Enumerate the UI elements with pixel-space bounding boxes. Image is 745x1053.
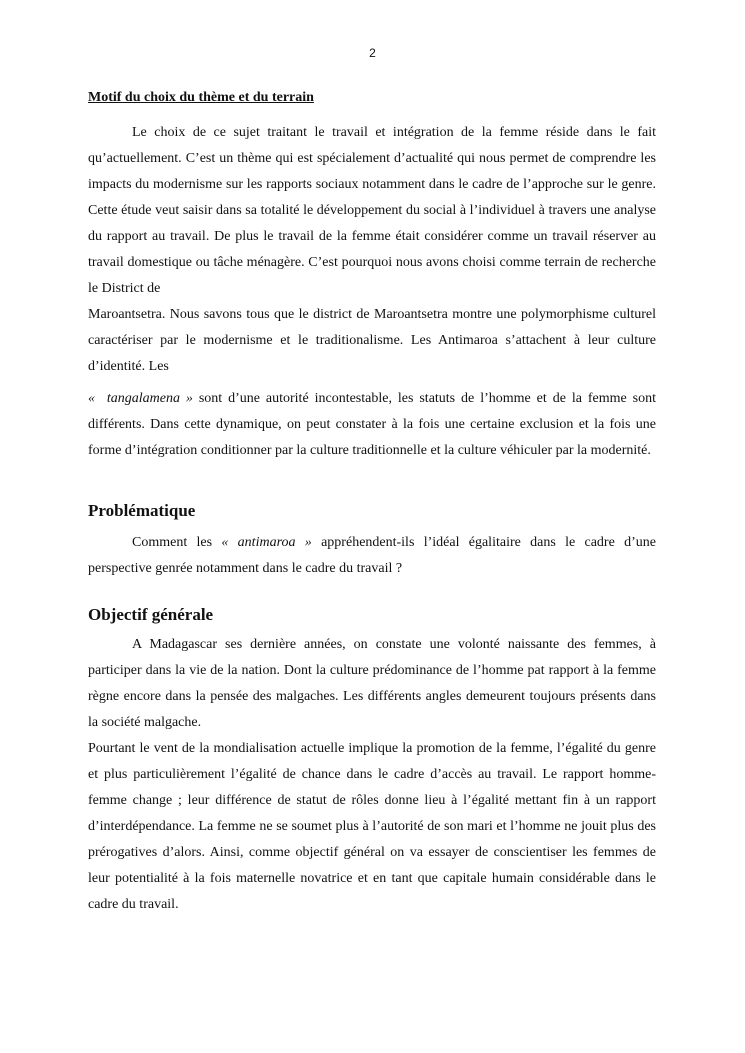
quote-close: » (185, 391, 193, 406)
term-antimaroa: « antimaroa » (221, 535, 312, 550)
page-content (88, 88, 656, 918)
paragraph-objectif-1: A Madagascar ses dernière années, on constate une volonté naissante des femmes, à participer dans la vie de la nation. Dont la culture prédominance de l’homme pat rapport à la femme règne encore dans la pensée des malgaches. Les différents angles demeurent toujours présents dans la société malgache. (88, 637, 656, 730)
paragraph-motif-3-text: sont d’une autorité incontestable, les statuts de l’homme et de la femme sont différents. Dans cette dynamique, on peut constater à la fois une certaine exclusion et la fois une forme d’intégration conditionner par la culture traditionnelle et la culture véhiculer par la modernité. (88, 391, 657, 458)
paragraph-motif-2: Maroantsetra. Nous savons tous que le district de Maroantsetra montre une polymorphisme culturel caractériser par le modernisme et le traditionalisme. Les Antimaroa s’attachent à leur culture d’identité. Les (88, 307, 656, 374)
paragraph-objectif-2: Pourtant le vent de la mondialisation actuelle implique la promotion de la femme, l’égalité du genre et plus particulièrement l’égalité de chance dans le cadre d’accès au travail. Le rapport homme-femme change ; leur différence de statut de rôles donne lieu à l’égalité mettant fin à un rapport d’interdépendance. La femme ne se soumet plus à l’autorité de son mari et l’homme ne jouit plus des prérogatives d’alors. Ainsi, comme objectif général on va essayer de conscientiser les femmes de leur potentialité à la fois maternelle novatrice et en tant que capitale humain considérable dans le cadre du travail. (88, 741, 656, 912)
page-number: 2 (369, 46, 376, 60)
problematique-start: Comment les (132, 535, 222, 550)
problematique-rest: appréhendent-ils l’idéal égalitaire dans le cadre d’une perspective genrée notamment dans le cadre du travail ? (88, 535, 656, 576)
section-heading-objectif: Objectif générale (88, 605, 214, 624)
paragraph-motif-3 (88, 386, 656, 464)
term-tangalamena: tangalamena (106, 391, 180, 406)
paragraph-problematique (88, 530, 656, 582)
quote-open: « (88, 391, 95, 406)
section-heading-motif: Motif du choix du thème et du terrain (88, 90, 314, 105)
section-heading-problematique: Problématique (88, 501, 196, 520)
paragraph-motif-1: Le choix de ce sujet traitant le travail et intégration de la femme réside dans le fait qu’actuellement. C’est un thème qui est spécialement d’actualité qui nous permet de comprendre les impacts du modernisme sur les rapports sociaux notamment dans le cadre de l’approche sur le genre. Cette étude veut saisir dans sa totalité le développement du social à l’individuel à travers une analyse du rapport au travail. De plus le travail de la femme était considérer comme un travail réserver au travail domestique ou tâche ménagère. C’est pourquoi nous avons choisi comme terrain de recherche le District de (88, 125, 656, 296)
